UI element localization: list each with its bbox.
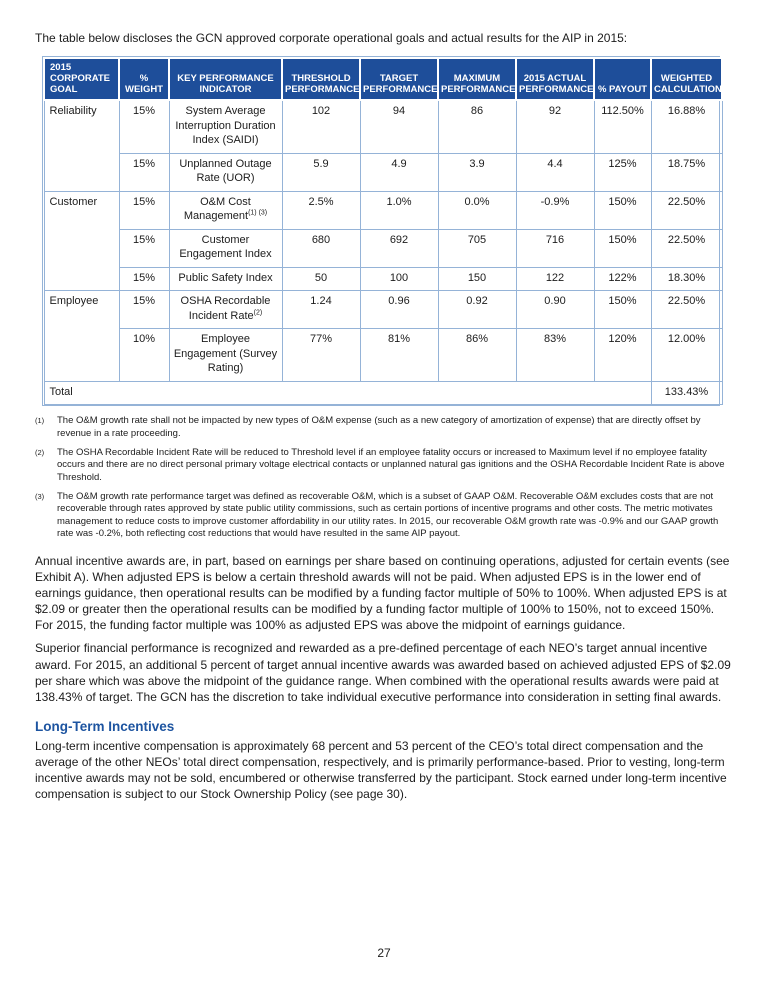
weighted-cell: 12.00% [651, 329, 722, 382]
maximum-cell: 150 [438, 267, 516, 291]
goal-cell: Employee [44, 291, 119, 382]
header-payout: % PAYOUT [594, 58, 651, 101]
payout-cell: 150% [594, 229, 651, 267]
maximum-cell: 86 [438, 100, 516, 153]
payout-cell: 120% [594, 329, 651, 382]
section-paragraph: Long-term incentive compensation is approximately 68 percent and 53 percent of the CEO’s total direct compensation and the average of the other NEOs’ total direct compensation, respectively, and is primarily performance-based. Prior to vesting, long-term incentive awards may not be sold, encumbered or otherwise transferred by the participant. Stock earned under long-term incentive compensation is subject to our Stock Ownership Policy (see page 30). [35, 738, 727, 802]
indicator-text: Customer Engagement Index [179, 233, 272, 261]
goal-cell: Customer [44, 191, 119, 291]
threshold-cell: 77% [282, 329, 360, 382]
intro-text: The table below discloses the GCN approved corporate operational goals and actual results for the AIP in 2015: [35, 31, 628, 45]
indicator-cell [169, 100, 282, 153]
footnote-ref: (2) [253, 309, 263, 317]
indicator-text: OSHA Recordable Incident Rate [180, 295, 271, 322]
weight-cell: 15% [119, 191, 169, 229]
goal-cell: Reliability [44, 100, 119, 191]
total-row [44, 381, 722, 405]
weight-cell: 15% [119, 153, 169, 191]
page-number: 27 [377, 946, 391, 960]
footnote-item [35, 447, 733, 485]
indicator-cell [169, 329, 282, 382]
header-weighted: WEIGHTED CALCULATION [651, 58, 722, 101]
maximum-cell: 0.0% [438, 191, 516, 229]
maximum-cell: 0.92 [438, 291, 516, 329]
indicator-cell [169, 153, 282, 191]
footnote-marker: (1) [35, 416, 45, 426]
threshold-cell: 680 [282, 229, 360, 267]
target-cell: 4.9 [360, 153, 438, 191]
footnote-item [35, 491, 733, 542]
section-heading-long-term-incentives: Long-Term Incentives [35, 718, 175, 734]
table-row [44, 191, 722, 229]
table-row [44, 100, 722, 153]
header-kpi: KEY PERFORMANCE INDICATOR [169, 58, 282, 101]
indicator-text: System Average Interruption Duration Index (SAIDI) [175, 105, 276, 147]
body-paragraph: Superior financial performance is recognized and rewarded as a pre-defined percentage of each NEO’s target annual incentive award. For 2015, an additional 5 percent of target annual incentive awards was awarded based on achieved adjusted EPS of $2.09 per share which was above the midpoint of the guidance range. When combined with the operational results awards were paid at 138.43% of target. The GCN has the discretion to take individual executive performance into consideration in setting final awards. [35, 641, 731, 704]
target-cell: 0.96 [360, 291, 438, 329]
header-weight: % WEIGHT [119, 58, 169, 101]
footnote-item [35, 415, 733, 440]
indicator-text: Public Safety Index [178, 271, 273, 284]
total-value: 133.43% [651, 381, 722, 405]
weight-cell: 15% [119, 291, 169, 329]
goals-table [43, 57, 723, 406]
actual-cell: -0.9% [516, 191, 594, 229]
threshold-cell: 102 [282, 100, 360, 153]
payout-cell: 112.50% [594, 100, 651, 153]
threshold-cell: 2.5% [282, 191, 360, 229]
weight-cell: 15% [119, 229, 169, 267]
footnote-marker: (2) [35, 447, 45, 457]
target-cell: 1.0% [360, 191, 438, 229]
footnote-ref: (1) (3) [248, 209, 268, 217]
weight-cell: 15% [119, 267, 169, 291]
footnote-marker: (3) [35, 491, 45, 501]
weighted-cell: 22.50% [651, 229, 722, 267]
threshold-cell: 1.24 [282, 291, 360, 329]
target-cell: 94 [360, 100, 438, 153]
maximum-cell: 86% [438, 329, 516, 382]
target-cell: 692 [360, 229, 438, 267]
weighted-cell: 16.88% [651, 100, 722, 153]
weighted-cell: 18.75% [651, 153, 722, 191]
footnote-text: The OSHA Recordable Incident Rate will be reduced to Threshold level if an employee fatality occurs or increased to Maximum level if no employee fatality occurs and there are no direct personal primary voltage electrical contacts or unplanned natural gas ignitions and the OSHA Recordable Incident Rate is above Threshold. [57, 446, 725, 483]
footnote-text: The O&M growth rate performance target was defined as recoverable O&M, which is a subset of GAAP O&M. Recoverable O&M excludes costs that are not recoverable through rates approved by state public utility commissions, such as certain portions of incentive programs and other costs. The metric motivates management to reduce costs to improve customer affordability in our utility rates. In 2015, our recoverable O&M growth rate was -0.9% and our GAAP growth rate was -0.2%, both reflecting cost reductions that would have resulted in the same AIP payout. [57, 490, 719, 540]
table-row [44, 267, 722, 291]
weighted-cell: 22.50% [651, 291, 722, 329]
actual-cell: 4.4 [516, 153, 594, 191]
indicator-cell [169, 291, 282, 329]
indicator-cell [169, 267, 282, 291]
payout-cell: 150% [594, 191, 651, 229]
indicator-text: Unplanned Outage Rate (UOR) [179, 157, 272, 185]
footnote-text: The O&M growth rate shall not be impacted by new types of O&M expense (such as a new category of amortization of expense) that are directly offset by revenue in a rate proceeding. [57, 415, 701, 440]
target-cell: 81% [360, 329, 438, 382]
weighted-cell: 18.30% [651, 267, 722, 291]
table-row [44, 229, 722, 267]
maximum-cell: 3.9 [438, 153, 516, 191]
weight-cell: 15% [119, 100, 169, 153]
table-row [44, 153, 722, 191]
actual-cell: 716 [516, 229, 594, 267]
indicator-text: Employee Engagement (Survey Rating) [173, 333, 278, 375]
actual-cell: 92 [516, 100, 594, 153]
goals-table-wrapper [42, 56, 720, 407]
target-cell: 100 [360, 267, 438, 291]
indicator-cell [169, 191, 282, 229]
maximum-cell: 705 [438, 229, 516, 267]
table-header-row [44, 58, 722, 101]
indicator-text: O&M Cost Management [183, 195, 251, 223]
payout-cell: 125% [594, 153, 651, 191]
indicator-cell [169, 229, 282, 267]
threshold-cell: 5.9 [282, 153, 360, 191]
actual-cell: 0.90 [516, 291, 594, 329]
payout-cell: 122% [594, 267, 651, 291]
weight-cell: 10% [119, 329, 169, 382]
total-label: Total [44, 381, 651, 405]
body-paragraph: Annual incentive awards are, in part, based on earnings per share based on continuing operations, adjusted for certain events (see Exhibit A). When adjusted EPS is below a certain threshold awards will not be paid. When adjusted EPS is in the lower end of earnings guidance, then operational results can be modified by a funding factor multiple of 50% to 100%. When adjusted EPS is at $2.09 or greater then the operational results can be modified by a funding factor multiple of 100% to 150%, not to exceed 150%. For 2015, the funding factor multiple was 100% as adjusted EPS was above the midpoint of earnings guidance. [35, 554, 730, 633]
threshold-cell: 50 [282, 267, 360, 291]
weighted-cell: 22.50% [651, 191, 722, 229]
header-target: TARGET PERFORMANCE [360, 58, 438, 101]
actual-cell: 83% [516, 329, 594, 382]
header-maximum: MAXIMUM PERFORMANCE [438, 58, 516, 101]
actual-cell: 122 [516, 267, 594, 291]
header-threshold: THRESHOLD PERFORMANCE [282, 58, 360, 101]
header-corporate-goal: 2015 CORPORATE GOAL [44, 58, 119, 101]
table-row [44, 291, 722, 329]
payout-cell: 150% [594, 291, 651, 329]
table-row [44, 329, 722, 382]
header-actual: 2015 ACTUAL PERFORMANCE [516, 58, 594, 101]
footnotes [35, 415, 733, 541]
